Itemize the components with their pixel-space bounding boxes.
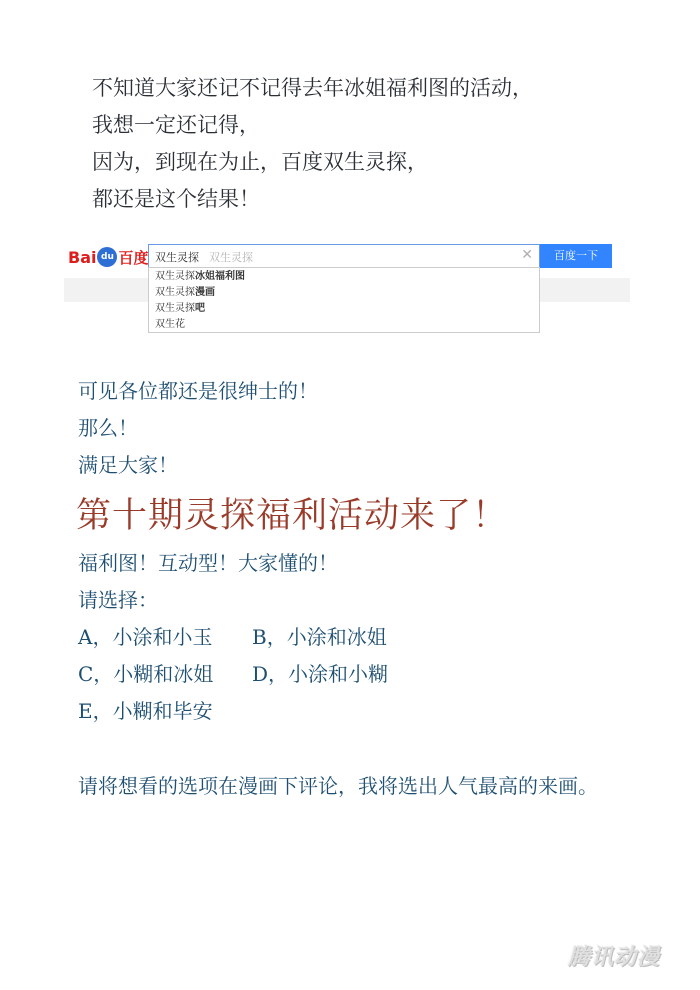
headline: 第十期灵探福利活动来了！ <box>76 496 509 536</box>
body-line: 满足大家！ <box>78 453 178 477</box>
option-b: B，小涂和冰姐 <box>252 625 387 649</box>
intro-line: 我想一定还记得， <box>92 113 260 137</box>
suggestion-item[interactable]: 双生灵探吧 <box>155 303 205 314</box>
logo-text-right: 百度 <box>118 248 149 267</box>
baidu-logo <box>68 246 149 268</box>
body-text-2 <box>78 545 338 619</box>
closing-text: 请将想看的选项在漫画下评论，我将选出人气最高的来画。 <box>78 774 598 798</box>
suggestion-item[interactable]: 双生灵探冰姐福利图 <box>155 271 245 282</box>
intro-line: 不知道大家还记不记得去年冰姐福利图的活动， <box>92 76 533 100</box>
body-line: 那么！ <box>78 416 138 440</box>
search-input[interactable] <box>148 244 540 268</box>
body-line: 请选择： <box>78 588 158 612</box>
close-icon[interactable]: ✕ <box>521 247 533 263</box>
watermark-logo: 腾讯动漫 <box>568 945 661 970</box>
body-line: 可见各位都还是很绅士的！ <box>78 379 318 403</box>
intro-text <box>92 70 533 218</box>
suggestion-item[interactable]: 双生灵探漫画 <box>155 287 215 298</box>
baidu-search-screenshot <box>64 240 630 336</box>
intro-line: 因为，到现在为止，百度双生灵探， <box>92 150 428 174</box>
search-input-value: 双生灵探 <box>155 251 199 264</box>
option-a: A，小涂和小玉 <box>78 625 213 649</box>
option-row <box>78 656 426 693</box>
body-line: 福利图！互动型！大家懂的！ <box>78 551 338 575</box>
option-row <box>78 693 426 730</box>
suggestion-item[interactable]: 双生花 <box>155 319 185 330</box>
options-list <box>78 619 426 730</box>
intro-line: 都还是这个结果！ <box>92 187 260 211</box>
logo-text-left: Bai <box>68 247 97 267</box>
search-hint: 双生灵探 <box>209 251 253 264</box>
search-button[interactable]: 百度一下 <box>540 244 612 268</box>
paw-icon: du <box>97 247 117 267</box>
option-row <box>78 619 426 656</box>
option-e: E，小糊和毕安 <box>78 699 213 723</box>
option-d: D，小涂和小糊 <box>252 662 389 686</box>
body-text-1 <box>78 373 318 484</box>
option-c: C，小糊和冰姐 <box>78 662 214 686</box>
suggestion-list <box>148 267 540 333</box>
